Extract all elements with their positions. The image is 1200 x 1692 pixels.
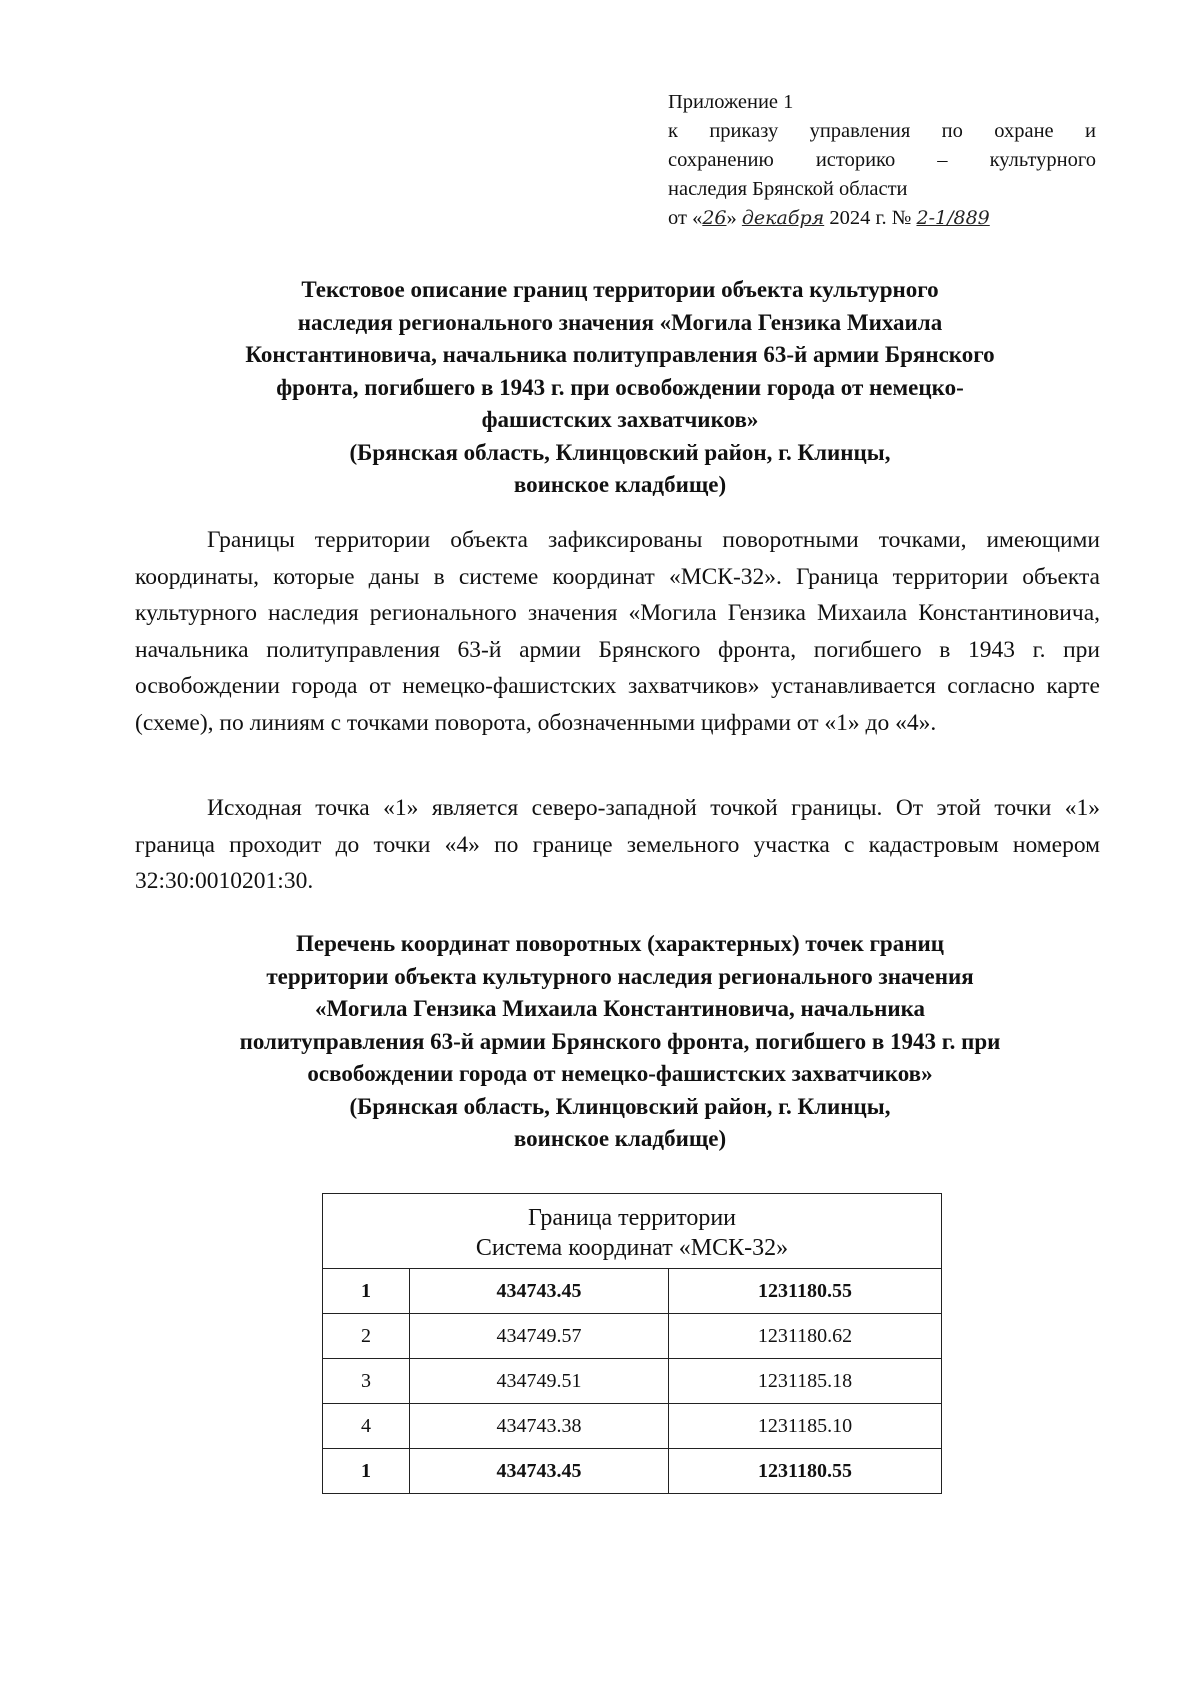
boundary-description-paragraph xyxy=(135,522,1100,741)
table-header-line-1: Граница территории xyxy=(527,1205,737,1231)
heading-line: воинское кладбище) xyxy=(513,472,727,497)
appendix-line-2: сохранению историко – культурного xyxy=(668,149,1096,171)
paragraph-2: Исходная точка «1» является северо-западной точкой границы. От этой точки «1» граница проходит до точки «4» по границе земельного участка с кадастровым номером 32:30:0010201:30. xyxy=(135,795,1100,894)
table-row xyxy=(323,1449,942,1494)
coord-x: 434749.57 xyxy=(410,1314,669,1359)
heading-line: фашистских захватчиков» xyxy=(481,407,759,432)
heading-line: (Брянская область, Клинцовский район, г. Клинцы, xyxy=(349,439,891,465)
coord-x: 434749.51 xyxy=(410,1359,669,1404)
point-number: 4 xyxy=(323,1404,410,1449)
appendix-line-1: к приказу управления по охране и xyxy=(668,120,1096,142)
table-row xyxy=(323,1269,942,1314)
description-heading xyxy=(140,274,1100,502)
heading-line: фронта, погибшего в 1943 г. при освобождении города от немецко- xyxy=(276,374,964,400)
appendix-line-3: наследия Брянской области xyxy=(668,178,908,200)
paragraph-1: Границы территории объекта зафиксированы поворотными точками, имеющими координаты, которые даны в системе координат «МСК-32». Граница территории объекта культурного наследия регионального значения «Могила Гензика Михаила Константиновича, начальника политуправления 63-й армии Брянского фронта, погибшего в 1943 г. при освобождении города от немецко-фашистских захватчиков» устанавливается согласно карте (схеме), по линиям с точками поворота, обозначенными цифрами от «1» до «4». xyxy=(135,527,1100,736)
coord-x: 434743.45 xyxy=(410,1449,669,1494)
heading-line: политуправления 63-й армии Брянского фронта, погибшего в 1943 г. при xyxy=(239,1028,1001,1054)
table-header-row xyxy=(323,1194,942,1269)
order-number-handwritten: 2-1/889 xyxy=(916,207,990,229)
table-header-line-2: Система координат «МСК-32» xyxy=(475,1235,789,1261)
heading-line: территории объекта культурного наследия регионального значения xyxy=(266,963,974,989)
heading-line: (Брянская область, Клинцовский район, г. Клинцы, xyxy=(349,1093,891,1119)
starting-point-paragraph xyxy=(135,790,1100,900)
point-number: 2 xyxy=(323,1314,410,1359)
date-prefix: от « xyxy=(668,207,703,229)
heading-line: воинское кладбище) xyxy=(513,1126,727,1151)
coord-y: 1231185.18 xyxy=(669,1359,942,1404)
coord-y: 1231180.62 xyxy=(669,1314,942,1359)
date-year: 2024 г. № xyxy=(824,207,917,229)
heading-line: наследия регионального значения «Могила Гензика Михаила xyxy=(297,309,943,335)
table-row xyxy=(323,1314,942,1359)
heading-line: Текстовое описание границ территории объекта культурного xyxy=(301,277,939,302)
coord-y: 1231180.55 xyxy=(669,1269,942,1314)
appendix-date-line xyxy=(668,204,1096,233)
date-day-handwritten: 26 xyxy=(702,207,727,229)
appendix-block xyxy=(668,88,1096,233)
coordinates-table xyxy=(322,1193,942,1494)
coord-x: 434743.38 xyxy=(410,1404,669,1449)
appendix-title: Приложение 1 xyxy=(668,91,794,113)
date-mid: » xyxy=(726,207,742,229)
table-header-cell xyxy=(323,1194,942,1269)
heading-line: освобождении города от немецко-фашистских захватчиков» xyxy=(307,1061,933,1086)
point-number: 1 xyxy=(323,1449,410,1494)
table-row xyxy=(323,1359,942,1404)
coord-x: 434743.45 xyxy=(410,1269,669,1314)
table-row xyxy=(323,1404,942,1449)
coord-y: 1231180.55 xyxy=(669,1449,942,1494)
heading-line: Перечень координат поворотных (характерных) точек границ xyxy=(296,931,944,956)
point-number: 1 xyxy=(323,1269,410,1314)
heading-line: Константиновича, начальника политуправления 63-й армии Брянского xyxy=(245,342,995,367)
point-number: 3 xyxy=(323,1359,410,1404)
coordinates-list-heading xyxy=(140,928,1100,1156)
heading-line: «Могила Гензика Михаила Константиновича, начальника xyxy=(315,996,925,1021)
coord-y: 1231185.10 xyxy=(669,1404,942,1449)
date-month-handwritten: декабря xyxy=(741,207,825,229)
